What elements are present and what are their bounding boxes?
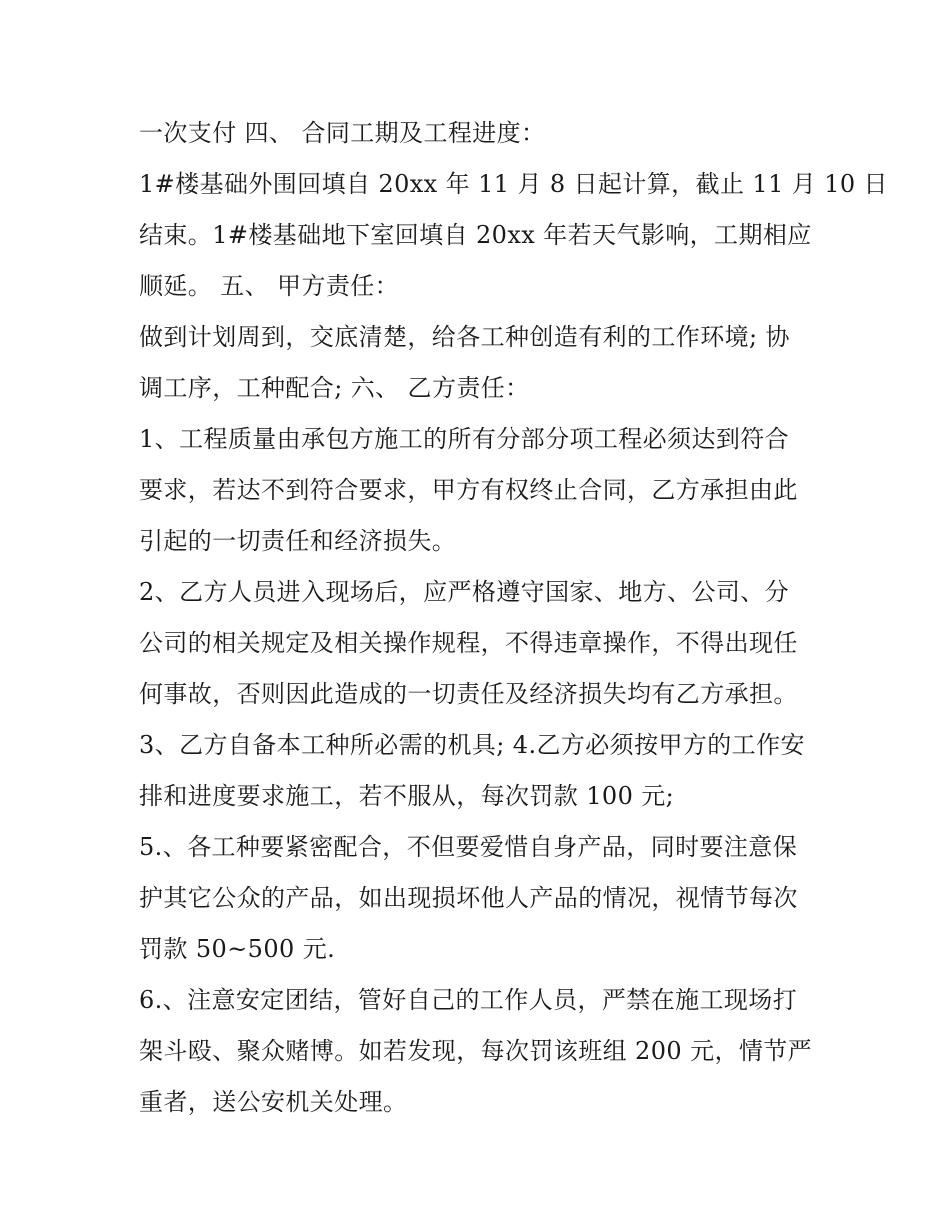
text-line: 架斗殴、聚众赌博。如若发现，每次罚该班组 200 元，情节严 xyxy=(139,1037,813,1065)
text-line: 1、工程质量由承包方施工的所有分部分项工程必须达到符合 xyxy=(139,425,790,453)
text-line: 顺延。 五、 甲方责任： xyxy=(139,272,400,300)
text-line: 重者，送公安机关处理。 xyxy=(139,1088,408,1116)
text-line: 排和进度要求施工，若不服从，每次罚款 100 元; xyxy=(139,782,675,810)
text-line: 护其它公众的产品，如出现损坏他人产品的情况，视情节每次 xyxy=(139,884,798,912)
text-line: 6.、注意安定团结，管好自己的工作人员，严禁在施工现场打 xyxy=(139,986,798,1014)
text-line: 1#楼基础外围回填自 20xx 年 11 月 8 日起计算，截止 11 月 10 日 xyxy=(139,170,888,198)
text-line: 何事故，否则因此造成的一切责任及经济损失均有乙方承担。 xyxy=(139,680,798,708)
text-line: 一次支付 四、 合同工期及工程进度： xyxy=(139,119,546,147)
document-body xyxy=(139,108,888,1128)
text-line: 要求，若达不到符合要求，甲方有权终止合同，乙方承担由此 xyxy=(139,476,798,504)
text-line: 引起的一切责任和经济损失。 xyxy=(139,527,457,555)
text-line: 2、乙方人员进入现场后，应严格遵守国家、地方、公司、分 xyxy=(139,578,790,606)
text-line: 结束。1#楼基础地下室回填自 20xx 年若天气影响，工期相应 xyxy=(139,221,812,249)
text-line: 公司的相关规定及相关操作规程，不得违章操作，不得出现任 xyxy=(139,629,798,657)
text-line: 3、乙方自备本工种所必需的机具; 4.乙方必须按甲方的工作安 xyxy=(139,731,805,759)
text-line: 调工序，工种配合; 六、 乙方责任： xyxy=(139,374,530,402)
text-line: 做到计划周到，交底清楚，给各工种创造有利的工作环境; 协 xyxy=(139,323,790,351)
text-line: 罚款 50~500 元. xyxy=(139,935,336,963)
text-line: 5.、各工种要紧密配合，不但要爱惜自身产品，同时要注意保 xyxy=(139,833,798,861)
